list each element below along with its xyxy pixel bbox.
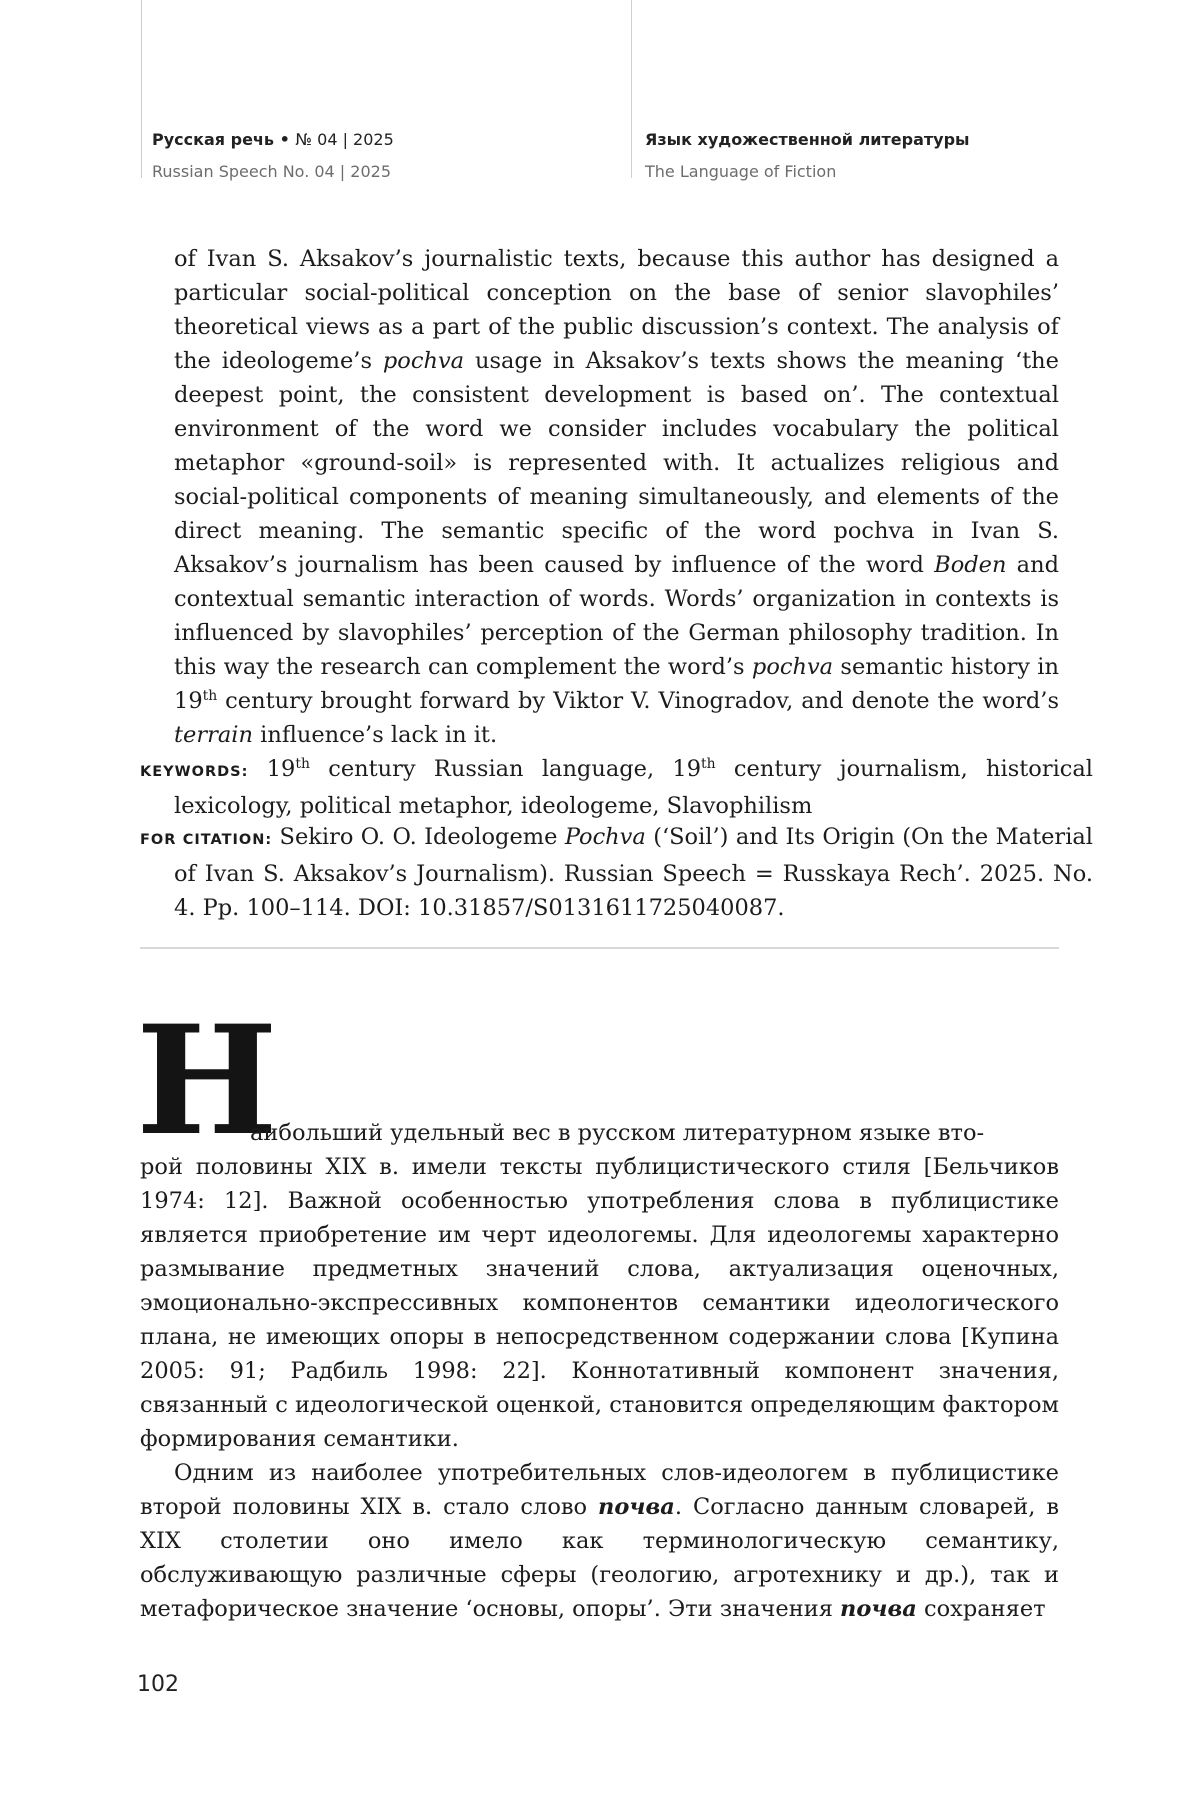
body-paragraph-1: аибольший удельный вес в русском литературном языке вто- рой половины XIX в. имели тексты публицистического стиля [Бельчиков 1974: 12]. Важной особенностью употребления слова в публицистике является приобретение им черт идеологемы. Для идеологемы характерно размывание предметных значений слова, актуализация оценочных, эмоционально-экспрессивных компонентов семантики идеологического плана, не имеющих опоры в непосредственном содержании слова [Купина 2005: 91; Радбиль 1998: 22]. Коннотативный компонент значения, связанный с идеологической оценкой, становится определяющим фактором формирования семантики. — [140, 1116, 1059, 1456]
header-divider-middle — [631, 0, 632, 178]
drop-cap: Н — [136, 993, 278, 1169]
journal-title-en: Russian Speech No. 04 | 2025 — [152, 162, 391, 181]
page-number: 102 — [137, 1672, 179, 1697]
keywords: KEYWORDS: 19th century Russian language, 19th century journalism, historical lexicology, political metaphor, ideologeme, Slavophilism — [140, 756, 1093, 819]
abstract-text: of Ivan S. Aksakov’s journalistic texts, because this author has designed a particular social-political conception on the base of senior slavophiles’ theoretical views as a part of the public discussion’s context. The analysis of the ideologeme’s pochva usage in Aksakov’s texts shows the meaning ‘the deepest point, the consistent development is based on’. The contextual environment of the word we consider includes vocabulary the political metaphor «ground-soil» is represented with. It actualizes religious and social-political components of meaning simultaneously, and elements of the direct meaning. The semantic specific of the word pochva in Ivan S. Aksakov’s journalism has been caused by influence of the word Boden and contextual semantic interaction of words. Words’ organization in contexts is influenced by slavophiles’ perception of the German philosophy tradition. In this way the research can complement the word’s pochva semantic history in 19th century brought forward by Viktor V. Vinogradov, and denote the word’s terrain influence’s lack in it. — [174, 246, 1059, 748]
header-divider-left — [141, 0, 142, 178]
body-paragraph-1-first-line: аибольший удельный вес в русском литературном языке вто- — [250, 1120, 985, 1146]
citation-label: FOR CITATION: — [140, 832, 273, 848]
keywords-label: KEYWORDS: — [140, 764, 249, 780]
journal-title-ru: Русская речь • № 04 | 2025 — [152, 130, 394, 149]
citation: FOR CITATION: Sekiro O. O. Ideologeme Pochva (‘Soil’) and Its Origin (On the Material of Ivan S. Aksakov’s Journalism). Russian Speech = Russkaya Rech’. 2025. No. 4. Pp. 100–114. DOI: 10.31857/S0131611725040087. — [140, 824, 1093, 921]
running-header-left — [152, 124, 394, 188]
section-divider — [140, 947, 1059, 949]
section-title-ru: Язык художественной литературы — [645, 130, 970, 149]
running-header-right — [645, 124, 970, 188]
section-title-en: The Language of Fiction — [645, 162, 837, 181]
body-paragraph-2: Одним из наиболее употребительных слов-идеологем в публицистике второй половины XIX в. стало слово почва. Согласно данным словарей, в XIX столетии оно имело как терминологическую семантику, обслуживающую различные сферы (геологию, агротехнику и др.), так и метафорическое значение ‘основы, опоры’. Эти значения почва сохраняет — [140, 1460, 1059, 1622]
